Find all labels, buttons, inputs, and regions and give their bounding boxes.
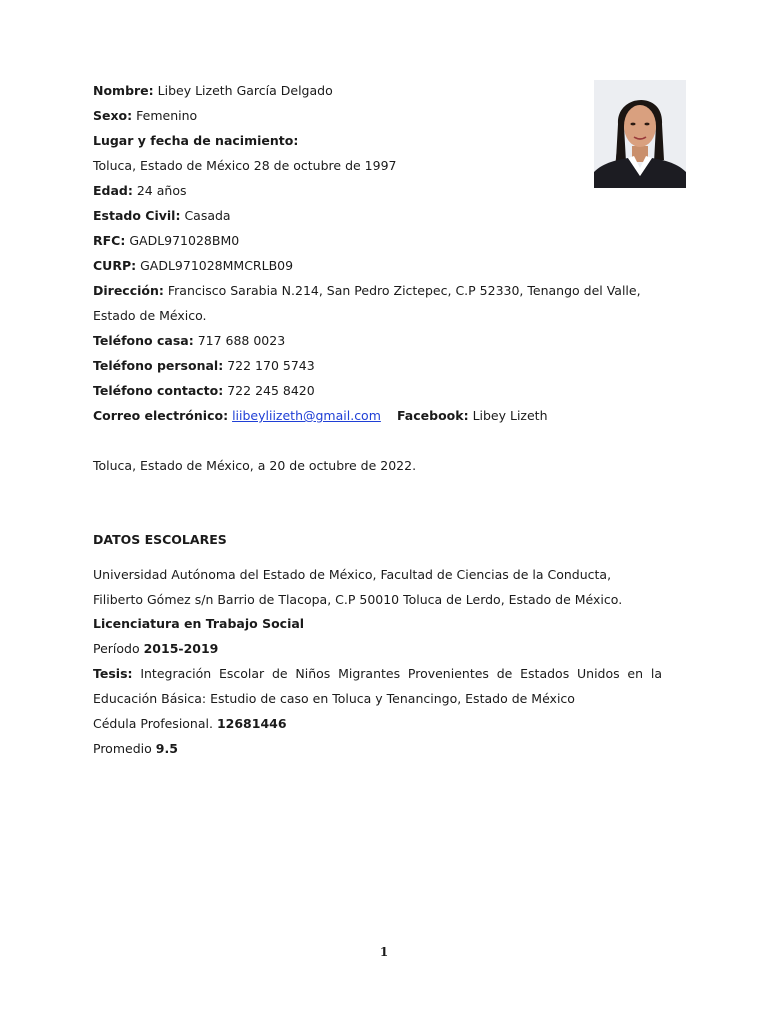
telefono-casa-label: Teléfono casa: — [93, 333, 194, 348]
direccion-line2: Estado de México. — [93, 308, 207, 323]
cedula-label: Cédula Profesional. — [93, 716, 213, 731]
facebook-label: Facebook: — [397, 408, 469, 423]
direccion-label: Dirección: — [93, 283, 164, 298]
universidad-row-2 — [93, 592, 622, 608]
universidad-row — [93, 567, 611, 583]
edad-row — [93, 183, 186, 199]
edad-label: Edad: — [93, 183, 133, 198]
promedio-row — [93, 741, 178, 757]
facebook-row — [397, 408, 548, 424]
curp-value: GADL971028MMCRLB09 — [140, 258, 294, 273]
periodo-label: Período — [93, 641, 140, 656]
universidad-line2: Filiberto Gómez s/n Barrio de Tlacopa, C.P 50010 Toluca de Lerdo, Estado de México. — [93, 592, 623, 607]
page-number: 1 — [379, 945, 389, 959]
licenciatura-title: Licenciatura en Trabajo Social — [93, 616, 305, 631]
telefono-contacto-row — [93, 383, 315, 399]
telefono-casa-row — [93, 333, 285, 349]
curp-row — [93, 258, 293, 274]
tesis-row — [93, 666, 662, 682]
licenciatura-row — [93, 616, 304, 632]
cedula-value: 12681446 — [216, 716, 287, 731]
telefono-casa-value: 717 688 0023 — [197, 333, 286, 348]
estado-civil-row — [93, 208, 231, 224]
promedio-value: 9.5 — [155, 741, 178, 756]
sexo-label: Sexo: — [93, 108, 133, 123]
telefono-personal-row — [93, 358, 315, 374]
tesis-line2: Educación Básica: Estudio de caso en Toluca y Tenancingo, Estado de México — [93, 691, 575, 706]
curp-label: CURP: — [93, 258, 137, 273]
sexo-value: Femenino — [136, 108, 198, 123]
fecha-lugar-text: Toluca, Estado de México, a 20 de octubre de 2022. — [93, 458, 417, 473]
telefono-contacto-value: 722 245 8420 — [227, 383, 315, 398]
cedula-row — [93, 716, 287, 732]
telefono-personal-label: Teléfono personal: — [93, 358, 224, 373]
rfc-value: GADL971028BM0 — [129, 233, 240, 248]
estado-civil-label: Estado Civil: — [93, 208, 181, 223]
periodo-value: 2015-2019 — [143, 641, 219, 656]
correo-label: Correo electrónico: — [93, 408, 229, 423]
tesis-label: Tesis: — [93, 666, 133, 681]
facebook-value: Libey Lizeth — [472, 408, 548, 423]
sexo-row — [93, 108, 197, 124]
datos-escolares-heading — [93, 532, 227, 548]
direccion-row — [93, 283, 641, 299]
periodo-row — [93, 641, 218, 657]
nombre-value: Libey Lizeth García Delgado — [157, 83, 333, 98]
promedio-label: Promedio — [93, 741, 152, 756]
tesis-row-2 — [93, 691, 575, 707]
datos-escolares-title: DATOS ESCOLARES — [93, 532, 227, 547]
portrait-image — [594, 80, 686, 188]
direccion-line1: Francisco Sarabia N.214, San Pedro Zictepec, C.P 52330, Tenango del Valle, — [167, 283, 641, 298]
edad-value: 24 años — [136, 183, 187, 198]
lugar-fecha-label-row — [93, 133, 298, 149]
correo-row — [93, 408, 381, 424]
lugar-fecha-value-row — [93, 158, 396, 174]
nombre-label: Nombre: — [93, 83, 154, 98]
email-link[interactable]: liibeyliizeth@gmail.com — [232, 408, 381, 423]
direccion-row-2 — [93, 308, 207, 324]
lugar-fecha-label: Lugar y fecha de nacimiento: — [93, 133, 299, 148]
tesis-line1: Integración Escolar de Niños Migrantes Provenientes de Estados Unidos en la — [140, 666, 662, 681]
universidad-line1: Universidad Autónoma del Estado de México, Facultad de Ciencias de la Conducta, — [93, 567, 612, 582]
telefono-contacto-label: Teléfono contacto: — [93, 383, 224, 398]
rfc-row — [93, 233, 239, 249]
fecha-lugar — [93, 458, 416, 474]
profile-photo — [594, 80, 686, 188]
tesis-line1-wrap — [93, 666, 662, 682]
nombre-row — [93, 83, 333, 99]
rfc-label: RFC: — [93, 233, 126, 248]
telefono-personal-value: 722 170 5743 — [227, 358, 315, 373]
lugar-fecha-value: Toluca, Estado de México 28 de octubre de 1997 — [93, 158, 397, 173]
estado-civil-value: Casada — [184, 208, 231, 223]
